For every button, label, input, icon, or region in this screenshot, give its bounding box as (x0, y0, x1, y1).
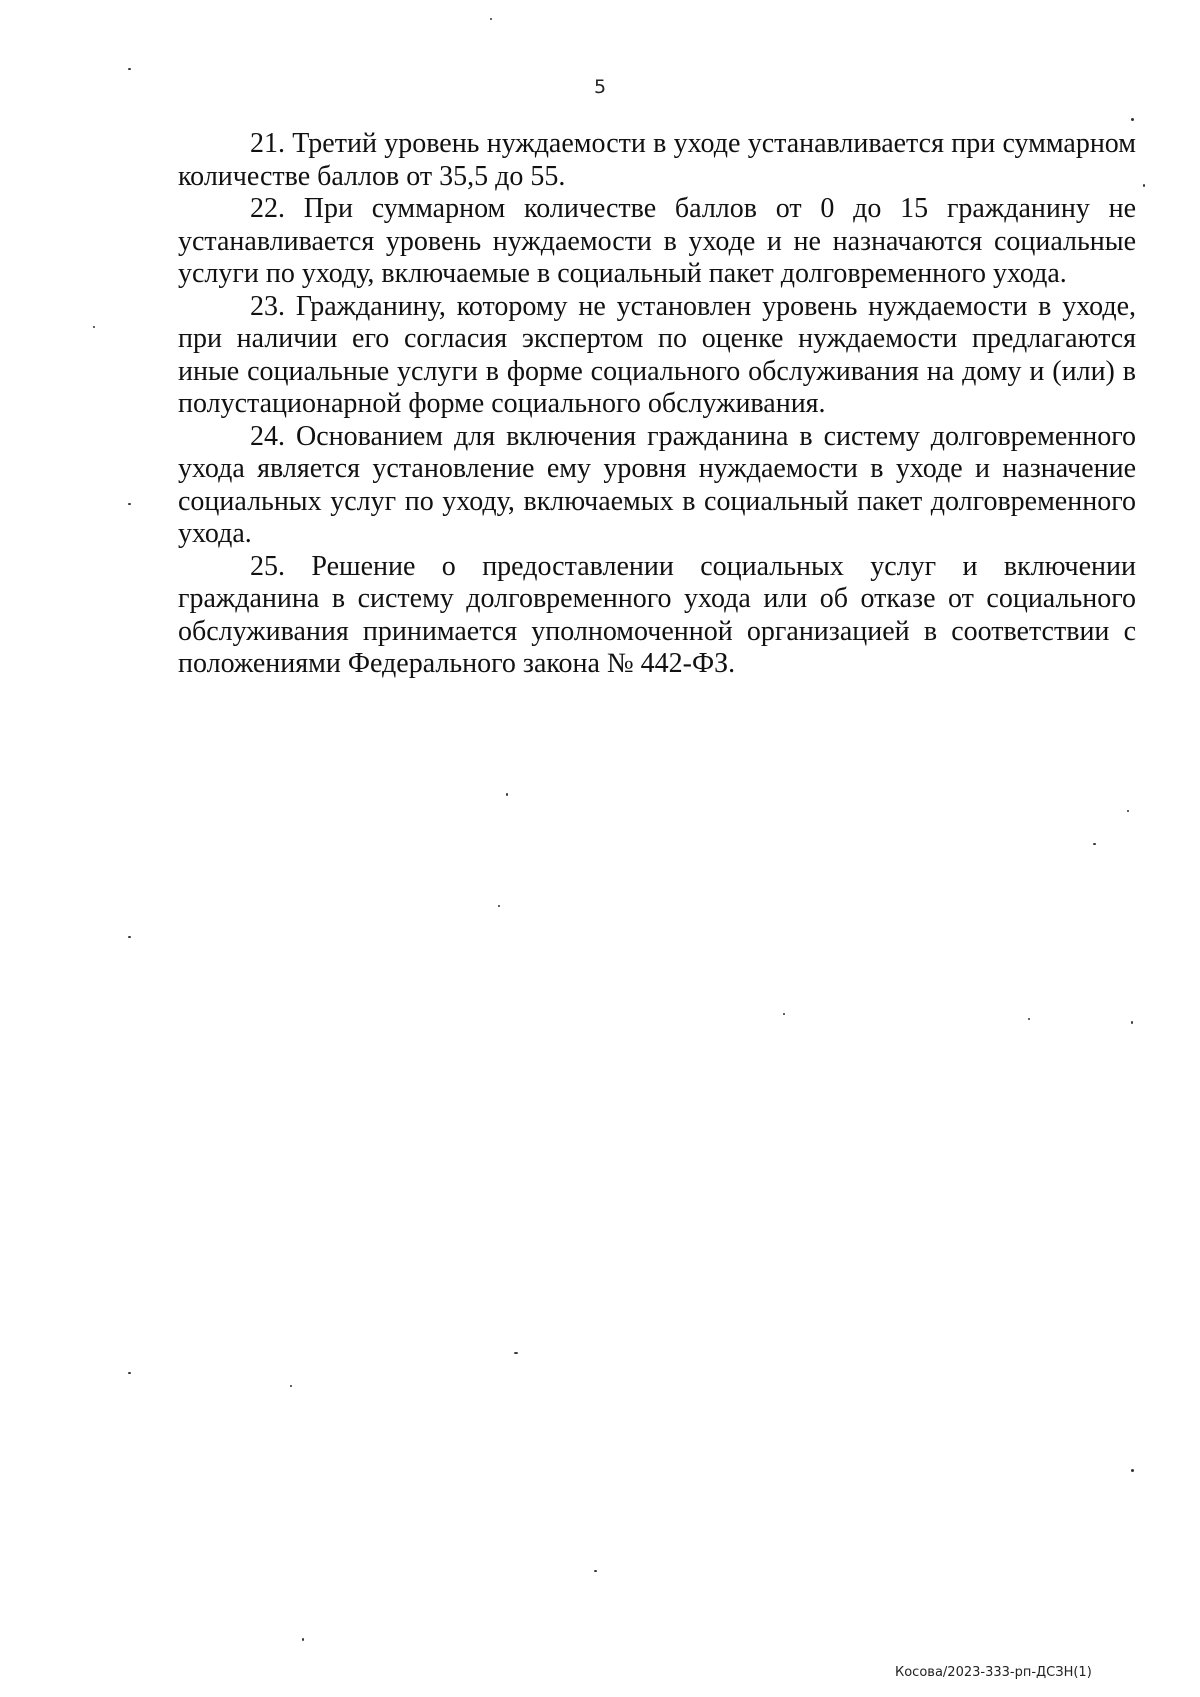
scan-speck (302, 1638, 304, 1641)
paragraph-23: 23. Гражданину, которому не установлен уровень нуждаемости в уходе, при наличии его согласия экспертом по оценке нуждаемости предлагаются иные социальные услуги в форме социального обслуживания на дому и (или) в полустационарной форме социального обслуживания. (178, 290, 1136, 419)
scan-speck (783, 1013, 785, 1015)
scan-speck (128, 936, 131, 938)
scan-speck (128, 68, 131, 70)
paragraph-24: 24. Основанием для включения гражданина в систему долговременного ухода является установление ему уровня нуждаемости в уходе и назначение социальных услуг по уходу, включаемых в социальный пакет долговременного ухода. (178, 420, 1136, 549)
scan-speck (1127, 810, 1129, 812)
scan-speck (506, 793, 508, 796)
scan-speck (490, 18, 492, 20)
scan-speck (594, 1570, 597, 1572)
paragraph-21: 21. Третий уровень нуждаемости в уходе устанавливается при суммарном количестве баллов от 35,5 до 55. (178, 128, 1136, 192)
document-body (178, 128, 1136, 681)
scan-speck (1143, 184, 1145, 187)
scan-speck (128, 503, 131, 505)
scan-speck (1131, 118, 1134, 121)
scan-speck (498, 905, 500, 907)
document-registration-code: Косова/2023-333-рп-ДСЗН(1) (895, 1665, 1092, 1680)
scan-speck (1028, 1018, 1030, 1020)
scan-speck (1131, 1469, 1134, 1472)
paragraph-22: 22. При суммарном количестве баллов от 0 до 15 гражданину не устанавливается уровень нуждаемости в уходе и не назначаются социальные услуги по уходу, включаемые в социальный пакет долговременного ухода. (178, 193, 1136, 289)
scan-speck (93, 326, 95, 328)
scan-speck (1131, 1021, 1133, 1024)
scan-speck (514, 1352, 518, 1354)
scan-speck (290, 1385, 292, 1387)
paragraph-25: 25. Решение о предоставлении социальных услуг и включении гражданина в систему долговременного ухода или об отказе от социального обслуживания принимается уполномоченной организацией в соответствии с положениями Федерального закона № 442-ФЗ. (178, 550, 1136, 679)
scan-speck (128, 1372, 131, 1374)
scan-speck (1093, 843, 1096, 845)
page-number: 5 (593, 76, 607, 98)
